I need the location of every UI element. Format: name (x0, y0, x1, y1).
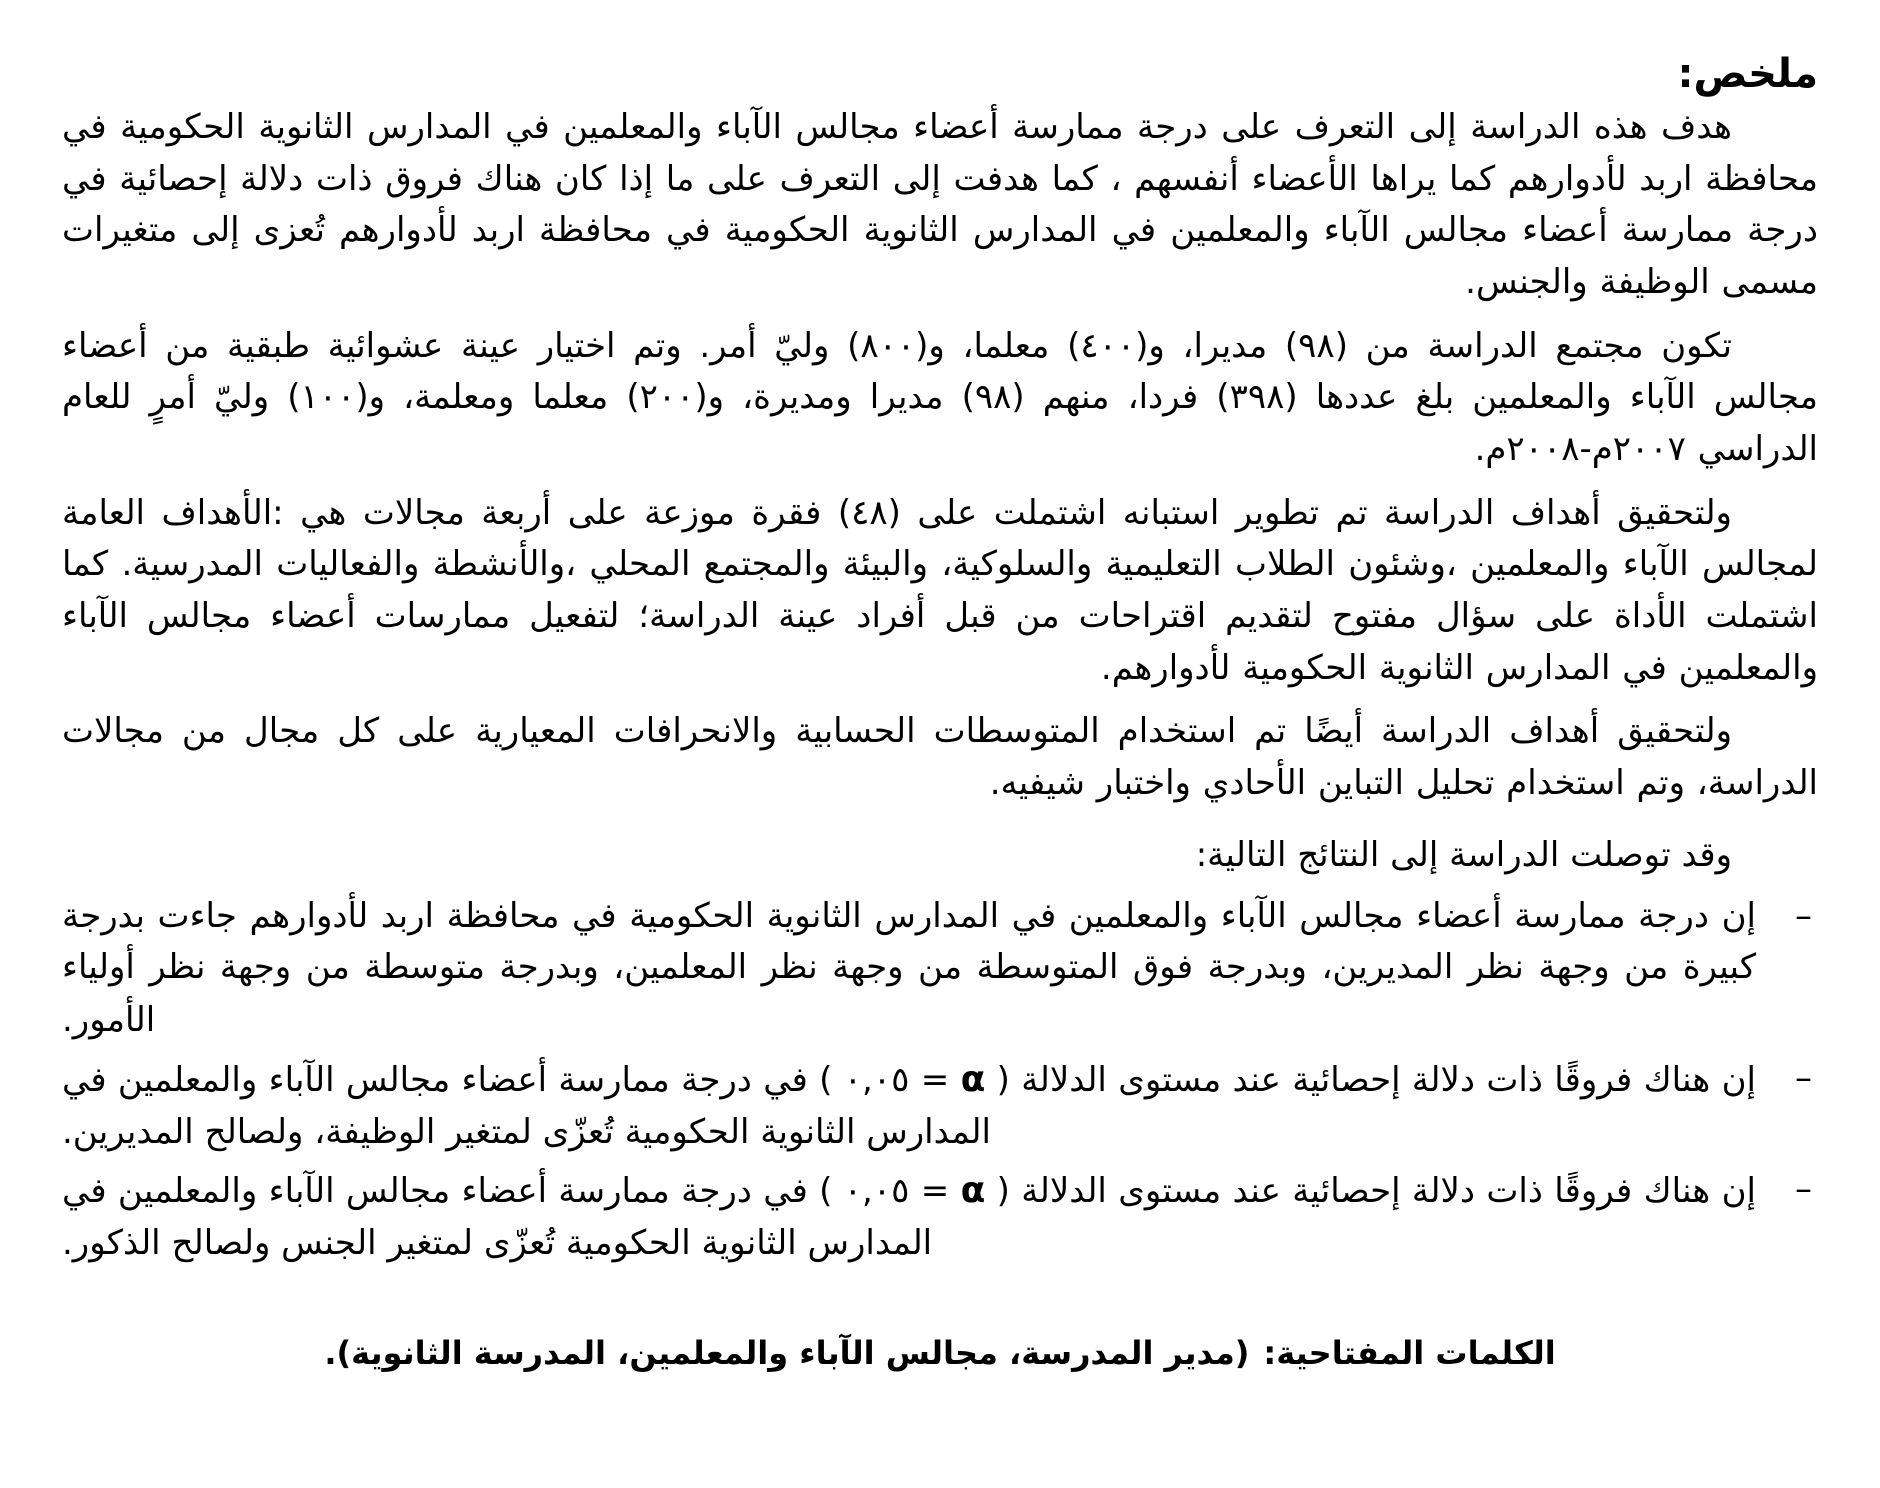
paragraph-spacer (62, 311, 1818, 321)
finding-text-before-alpha: إن هناك فروقًا ذات دلالة إحصائية عند مستوى الدلالة ( (985, 1059, 1756, 1100)
list-item (62, 891, 1818, 1047)
finding-text-before-alpha: إن درجة ممارسة أعضاء مجالس الآباء والمعلمين في المدارس الثانوية الحكومية في محافظة اربد لأدوارهم جاءت بدرجة كبيرة من وجهة نظر المديرين، وبدرجة فوق المتوسطة من وجهة نظر المعلمين، وبدرجة متوسطة من وجهة نظر أولياء الأمور. (62, 895, 1756, 1040)
list-item (62, 1053, 1818, 1158)
alpha-symbol: α (960, 1169, 986, 1211)
abstract-heading: ملخص: (1677, 51, 1818, 97)
keywords-value: (مدير المدرسة، مجالس الآباء والمعلمين، المدرسة الثانوية). (324, 1333, 1250, 1372)
dash-bullet-icon: – (1795, 1168, 1812, 1209)
keywords-label: الكلمات المفتاحية: (1263, 1333, 1556, 1372)
dash-bullet-icon: – (1795, 1057, 1812, 1098)
paragraph-population: تكون مجتمع الدراسة من (٩٨) مديرا، و(٤٠٠) معلما، و(٨٠٠) وليّ أمر. وتم اختيار عينة عشوائية طبقية من أعضاء مجالس الآباء والمعلمين بلغ عددها (٣٩٨) فردا، منهم (٩٨) مديرا ومديرة، و(٢٠٠) معلما ومعلمة، و(١٠٠) وليّ أمرٍ للعام الدراسي ٢٠٠٧م-٢٠٠٨م. (62, 325, 1819, 470)
finding-alpha-value: = ٠,٠٥ ) (807, 1059, 961, 1100)
paragraph-purpose: هدف هذه الدراسة إلى التعرف على درجة ممارسة أعضاء مجالس الآباء والمعلمين في المدارس الثانوية الحكومية في محافظة اربد لأدوارهم كما يراها الأعضاء أنفسهم ، كما هدفت إلى التعرف على ما إذا كان هناك فروق ذات دلالة إحصائية في درجة ممارسة أعضاء مجالس الآباء والمعلمين في المدارس الثانوية الحكومية في محافظة اربد لأدوارهم تُعزى إلى متغيرات مسمى الوظيفة والجنس. (62, 107, 1818, 303)
section-spacer (62, 812, 1818, 830)
finding-text-before-alpha: إن هناك فروقًا ذات دلالة إحصائية عند مستوى الدلالة ( (985, 1170, 1756, 1211)
alpha-symbol: α (960, 1058, 986, 1100)
dash-bullet-icon: – (1795, 895, 1812, 936)
finding-text-after-alpha: في درجة ممارسة أعضاء مجالس الآباء والمعلمين في المدارس الثانوية الحكومية تُعزّى لمتغير الجنس ولصالح الذكور. (62, 1170, 933, 1263)
findings-lead: وقد توصلت الدراسة إلى النتائج التالية: (1195, 834, 1732, 875)
findings-list (62, 891, 1818, 1269)
list-item (62, 1164, 1818, 1269)
paragraph-analysis: ولتحقيق أهداف الدراسة أيضًا تم استخدام المتوسطات الحسابية والانحرافات المعيارية على كل مجال من مجالات الدراسة، وتم استخدام تحليل التباين الأحادي واختبار شيفيه. (62, 711, 1818, 804)
finding-alpha-value: = ٠,٠٥ ) (807, 1170, 961, 1211)
finding-text-after-alpha: في درجة ممارسة أعضاء مجالس الآباء والمعلمين في المدارس الثانوية الحكومية تُعزّى لمتغير الوظيفة، ولصالح المديرين. (62, 1059, 991, 1152)
keywords-row (62, 1331, 1818, 1376)
paragraph-spacer (62, 478, 1818, 488)
paragraph-instrument: ولتحقيق أهداف الدراسة تم تطوير استبانه اشتملت على (٤٨) فقرة موزعة على أربعة مجالات هي :الأهداف العامة لمجالس الآباء والمعلمين ،وشئون الطلاب التعليمية والسلوكية، والبيئة والمجتمع المحلي ،والأنشطة والفعاليات المدرسية. كما اشتملت الأداة على سؤال مفتوح لتقديم اقتراحات من قبل أفراد عينة الدراسة؛ لتفعيل ممارسات أعضاء مجالس الآباء والمعلمين في المدارس الثانوية الحكومية لأدوارهم. (62, 492, 1818, 688)
paragraph-spacer (62, 696, 1818, 706)
